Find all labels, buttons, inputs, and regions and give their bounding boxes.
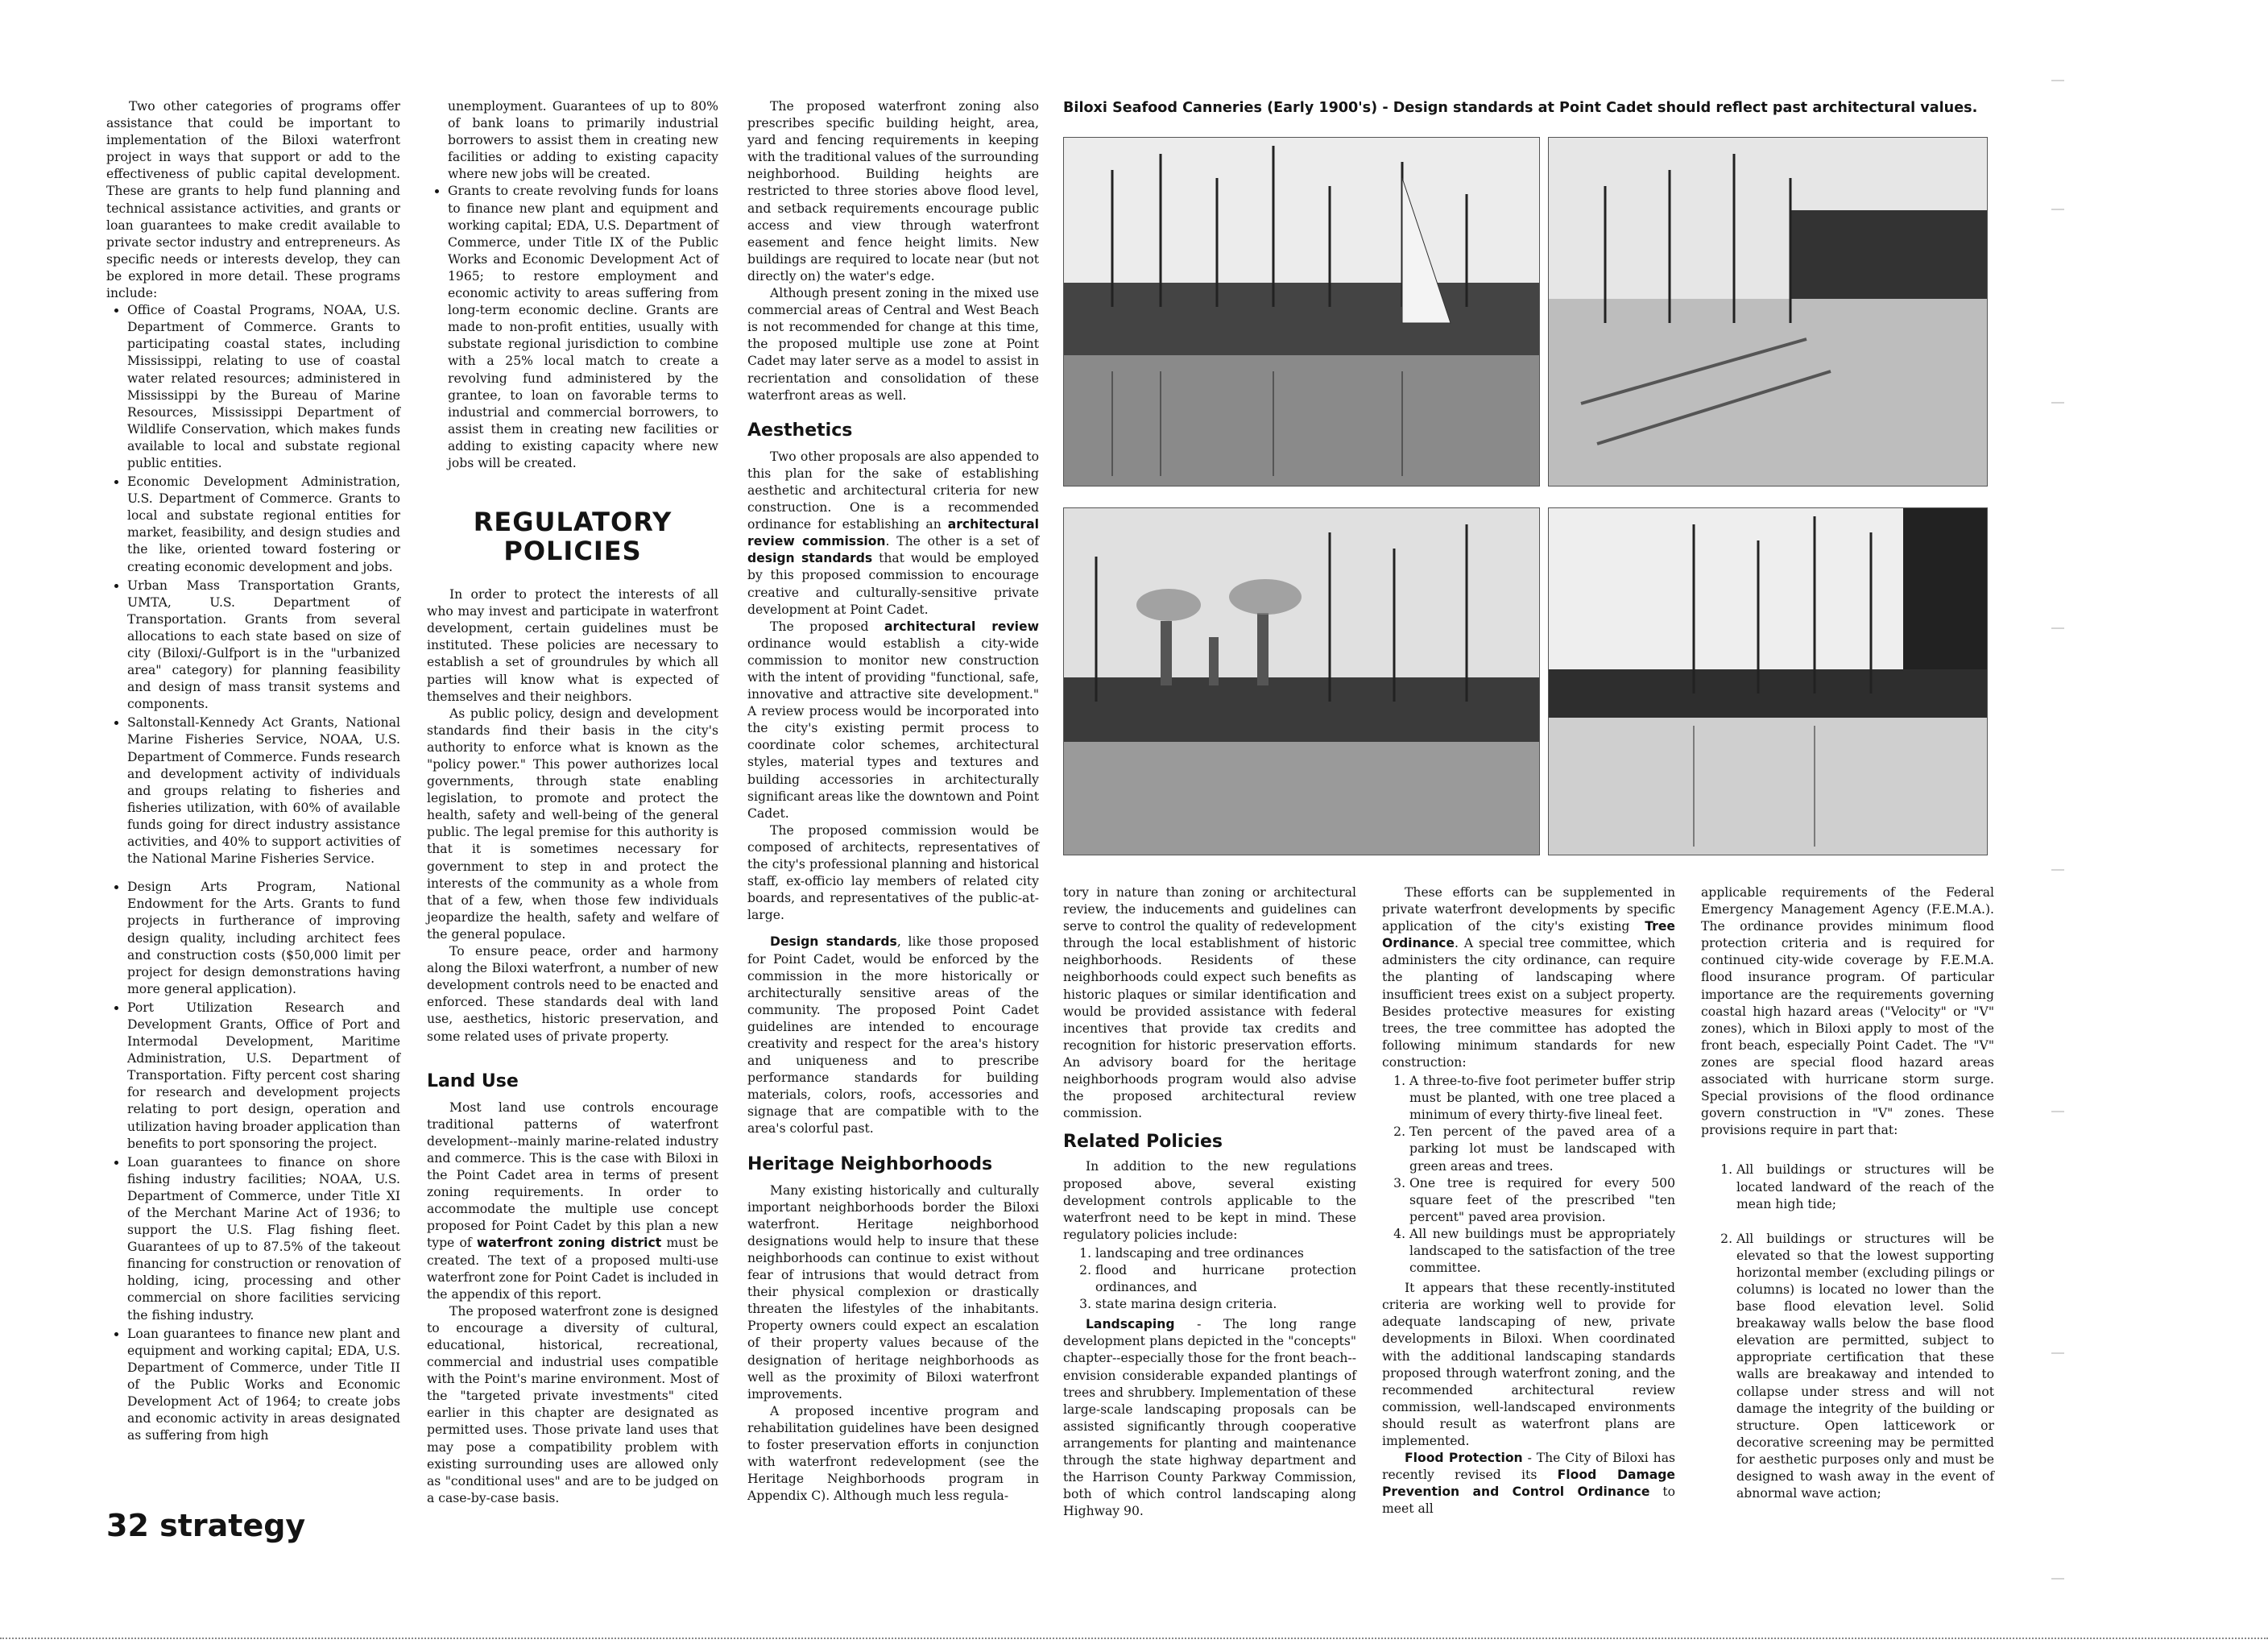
list-item: • Economic Development Administration, U.S. Department of Commerce. Grants to local and substate regional entities for market, feasibility, and design studies and the like, oriented toward fostering or creating economic development and jobs. [127, 474, 400, 576]
list-item: • Urban Mass Transportation Grants, UMTA, U.S. Department of Transportation. Grants from several allocations to each state based on size of city (Biloxi/-Gulfport is in the "urbanized area" category) for planning feasibility and design of mass transit systems and components. [127, 578, 400, 714]
paragraph: To ensure peace, order and harmony along the Biloxi waterfront, a number of new development controls need to be enacted and enforced. These standards deal with land use, aesthetics, historic preservation, and some related uses of private property. [427, 944, 718, 1044]
text-run: The proposed [770, 619, 869, 634]
text-run: . A special tree committee, which administers the city ordinance, can require the planting of landscaping where insufficient trees exist on a subject property. Besides protective measures for existing trees, the tree committee has adopted the following minimum standards for new construction: [1382, 936, 1675, 1070]
paragraph: It appears that these recently-instituted criteria are working well to provide for adequate landscaping of new, private developments in Biloxi. When coordinated with the additional landscaping standards proposed through waterfront zoning, and the recommended architectural review commission, well-landscaped environments should result as waterfront plans are implemented. [1382, 1281, 1675, 1448]
paragraph [1063, 1316, 1356, 1520]
list-item: • Loan guarantees to finance on shore fishing industry facilities; NOAA, U.S. Department of Commerce, under Title XI of the Merchant Marine Act of 1936; to support the U.S. Flag fishing fleet. Guarantees of up to 87.5% of the takeout financing for construction or renovation of holding, icing, processing and other commercial on shore facilities servicing the fishing industry. [127, 1154, 400, 1324]
list-item: • Office of Coastal Programs, NOAA, U.S. Department of Commerce. Grants to participating coastal states, including Mississippi, relating to use of coastal water related resources; administered in Mississippi by the Bureau of Marine Resources, Mississippi Department of Wildlife Conservation, which makes funds available to local and substate regional public entities. [127, 302, 400, 472]
text-run: - The long range development plans depicted in the "concepts" chapter--especially those for the front beach--envision considerable expanded plantings of trees and shrubbery. Implementation of these large-scale landscaping proposals can be assisted significantly through cooperative arrangements for planting and maintenance through the state highway department and the Harrison County Parkway Commission, both of which control landscaping along Highway 90. [1063, 1317, 1356, 1519]
grant-list [427, 183, 718, 472]
land-use-heading: Land Use [427, 1070, 519, 1091]
paragraph: A proposed incentive program and rehabilitation guidelines have been designed to foster preservation efforts in conjunction with waterfront redevelopment (see the Heritage Neighborhoods program in Appendix C). Although much less regula- [747, 1403, 1039, 1504]
list-item: 2. All buildings or structures will be elevated so that the lowest supporting horizontal member (excluding pilings or columns) is located no lower than the base flood elevation level. Solid breakaway walls below the base flood elevation are permitted, subject to appropriate certification that these walls are breakaway and intended to collapse under stress and will not damage the integrity of the building or structure. Open latticework or decorative screening may be permitted for aesthetic purposes only and must be designed to wash away in the event of abnormal wave action; [1736, 1231, 1994, 1503]
bold-term: Tree Ordinance [1382, 919, 1675, 951]
text-run: These efforts can be supplemented in private waterfront developments by specific application of the city's existing [1382, 885, 1675, 934]
column-1 [106, 98, 400, 1446]
text-run: to meet all [1382, 1484, 1675, 1517]
cannery-photo-image [1064, 138, 1539, 486]
continued-paragraph: tory in nature than zoning or architectural review, the inducements and guidelines can serve to control the quality of redevelopment through the local establishment of historic neighborhoods. Residents of these neighborhoods could expect such benefits as historic plaques or similar identification and would be provided assistance with federal incentives that provide tax credits and recognition for historic preservation efforts. An advisory board for the heritage neighborhoods program would also advise the proposed architectural review commission. [1063, 885, 1356, 1121]
bold-term: Landscaping [1086, 1317, 1175, 1332]
paragraph: In order to protect the interests of all who may invest and participate in waterfront development, certain guidelines must be instituted. These policies are necessary to establish a set of groundrules by which all parties will know what is expected of themselves and their neighbors. [427, 587, 718, 704]
paragraph [427, 1099, 718, 1303]
aesthetics-heading: Aesthetics [747, 420, 853, 441]
heritage-neighborhoods-heading: Heritage Neighborhoods [747, 1153, 993, 1174]
list-item: 1. A three-to-five foot perimeter buffer strip must be planted, with one tree placed a minimum of every thirty-five lineal feet. [1409, 1073, 1675, 1124]
list-item: • Port Utilization Research and Development Grants, Office of Port and Intermodal Development, Maritime Administration, U.S. Department of Transportation. Fifty percent cost sharing for research and development projects relating to port design, operation and utilization having broader application than benefits to port sponsoring the project. [127, 1000, 400, 1153]
text-run: must be created. The text of a proposed multi-use waterfront zone for Point Cadet is included in the appendix of this report. [427, 1236, 718, 1302]
bold-term: architectural review commission [747, 517, 1039, 549]
list-item: 4. All new buildings must be appropriately landscaped to the satisfaction of the tree committee. [1409, 1226, 1675, 1277]
related-policies-heading: Related Policies [1063, 1132, 1223, 1153]
heading-line-1: REGULATORY [473, 507, 673, 538]
bold-term: design standards [747, 551, 873, 566]
flood-provisions-list [1701, 1161, 1994, 1502]
text-run: that would be employed by this proposed commission to encourage creative and culturally-sensitive private development at Point Cadet. [747, 551, 1039, 617]
section-name: strategy [159, 1508, 306, 1543]
paragraph: As public policy, design and development standards find their basis in the city's authority to enforce what is known as the "policy power." This power authorizes local governments, through state enabling legislation, to promote and protect the health, safety and well-being of the general public. The legal premise for this authority is that it is sometimes necessary for government to step in and protect the interests of the community as a whole from that of a few, when those few individuals jeopardize the health, safety and welfare of the general populace. [427, 706, 718, 942]
paragraph: The proposed waterfront zoning also prescribes specific building height, area, yard and fencing requirements in keeping with the traditional values of the surrounding neighborhood. Building heights are restricted to three stories above flood level, and setback requirements encourage public access and view through waterfront easement and fence height limits. New buildings are required to locate near (but not directly on) the water's edge. [747, 99, 1039, 284]
intro-paragraph: Two other categories of programs offer assistance that could be important to implementation of the Biloxi waterfront project in ways that support or add to the effectiveness of public capital development. These are grants to help fund planning and technical assistance activities, and grants or loan guarantees to make credit available to private sector industry and entrepreneurs. As specific needs or interests develop, they can be explored in more detail. These programs include: [106, 99, 400, 301]
text-run: , like those proposed for Point Cadet, would be enforced by the commission in the more historically or architecturally sensitive areas of the community. The proposed Point Cadet guidelines are intended to encourage creativity and respect for the area's history and uniqueness and to prescribe performance standards for building materials, colors, roofs, accessories and signage that are compatible with to the area's colorful past. [747, 934, 1039, 1137]
list-item: 1. All buildings or structures will be located landward of the reach of the mean high tide; [1736, 1161, 1994, 1212]
paragraph: Many existing historically and culturally important neighborhoods border the Biloxi waterfront. Heritage neighborhood designations would help to insure that these neighborhoods can continue to exist without fear of intrusions that would detract from their physical complexion or drastically threaten the lifestyles of the inhabitants. Property owners could expect an escalation of their property values because of the designation of heritage neighborhoods as well as the proximity of Biloxi waterfront improvements. [747, 1182, 1039, 1402]
column-2 [427, 98, 718, 1507]
margin-ticks [2050, 64, 2066, 1595]
regulatory-policies-heading [427, 507, 718, 565]
paragraph: The proposed waterfront zone is designed to encourage a diversity of cultural, educational, historical, recreational, commercial and industrial uses compatible with the Point's marine environment. Most of the "targeted private investments" cited earlier in this chapter are designated as permitted uses. Those private land uses that may pose a compatibility problem with existing surrounding uses are allowed only as "conditional uses" and are to be judged on a case-by-case basis. [427, 1303, 718, 1505]
list-item: • Grants to create revolving funds for loans to finance new plant and equipment and working capital; EDA, U.S. Department of Commerce, under Title IX of the Public Works and Economic Development Act of 1965; to restore employment and economic activity to areas suffering from long-term economic decline. Grants are made to non-profit entities, usually with substate regional jurisdiction to combine with a 25% local match to create a revolving fund administered by the grantee, to loan on favorable terms to industrial and commercial borrowers, to assist them in creating new facilities or adding to existing capacity where new jobs will be created. [448, 183, 718, 472]
photo-caption: Biloxi Seafood Canneries (Early 1900's) - Design standards at Point Cadet should reflect past architectural values. [1063, 100, 1978, 116]
list-item: 3. state marina design criteria. [1095, 1296, 1356, 1313]
text-run: Two other proposals are also appended to this plan for the sake of establishing aesthetic and architectural criteria for new construction. One is a recommended ordinance for establishing an [747, 449, 1039, 532]
bold-term: Design standards [770, 934, 897, 950]
cannery-photo-image [1549, 138, 1987, 486]
regulatory-policy-list [1063, 1245, 1356, 1313]
bold-term: Flood Protection [1405, 1451, 1523, 1466]
bold-term: waterfront zoning district [476, 1236, 662, 1251]
text-run: . The other is a set of [885, 534, 1039, 549]
tree-standards-list [1382, 1073, 1675, 1277]
page-number: 32 [106, 1508, 149, 1543]
paragraph: Although present zoning in the mixed use commercial areas of Central and West Beach is not recommended for change at this time, the proposed multiple use zone at Point Cadet may later serve as a model to assist in recrientation and consolidation of these waterfront areas as well. [747, 286, 1039, 403]
program-list [106, 302, 400, 1444]
text-run: Most land use controls encourage traditional patterns of waterfront development--mainly marine-related industry and commerce. This is the case with Biloxi in the Point Cadet area in terms of present zoning requirements. In order to accommodate the multiple use concept proposed for Point Cadet by this plan a new type of [427, 1099, 718, 1251]
text-run: ordinance would establish a city-wide commission to monitor new construction with the intent of providing "functional, safe, innovative and attractive site development." A review process would be incorporated into the city's existing permit process to coordinate color schemes, architectural styles, material types and textures and building accessories in architecturally significant areas like the downtown and Point Cadet. [747, 636, 1039, 821]
paragraph: The proposed commission would be composed of architects, representatives of the city's professional planning and historical staff, ex-officio lay members of related city boards, and representatives of the public-at-large. [747, 822, 1039, 923]
list-item: • Saltonstall-Kennedy Act Grants, National Marine Fisheries Service, NOAA, U.S. Department of Commerce. Funds research and development activity of individuals and groups relating to fisheries and fisheries utilization, with 60% of available funds going for direct industry assistance activities, and 40% to support activities of the National Marine Fisheries Service. [127, 714, 400, 867]
cannery-photo-image [1549, 508, 1987, 855]
cannery-photo-top-right [1548, 137, 1988, 487]
bold-term: Flood Damage Prevention and Control Ordinance [1382, 1468, 1675, 1500]
bold-term: architectural review [884, 619, 1039, 634]
column-3 [747, 98, 1039, 1505]
cannery-photo-bottom-left [1063, 507, 1540, 855]
paragraph [1382, 884, 1675, 1071]
paragraph [1382, 1450, 1675, 1518]
list-item: 3. One tree is required for every 500 square feet of the prescribed "ten percent" paved area provision. [1409, 1175, 1675, 1226]
column-5 [1382, 884, 1675, 1518]
column-6 [1701, 884, 1994, 1505]
paragraph [747, 934, 1039, 1137]
list-item: • Loan guarantees to finance new plant and equipment and working capital; EDA, U.S. Department of Commerce, under Title II of the Public Works and Economic Development Act of 1964; to create jobs and economic activity in areas designated as suffering from high [127, 1326, 400, 1445]
heading-line-2: POLICIES [503, 536, 642, 567]
continued-paragraph: applicable requirements of the Federal Emergency Management Agency (F.E.M.A.). The ordinance provides minimum flood protection criteria and is required for continued city-wide coverage by F.E.M.A. flood insurance program. Of particular importance are the requirements governing coastal high hazard areas ("Velocity" or "V" zones), which in Biloxi apply to most of the front beach, especially Point Cadet. The "V" zones are special flood hazard areas associated with hurricane storm surge. Special provisions of the flood ordinance govern construction in "V" zones. These provisions require in part that: [1701, 885, 1994, 1138]
cannery-photo-bottom-right [1548, 507, 1988, 855]
column-4 [1063, 884, 1356, 1520]
cannery-photo-image [1064, 508, 1539, 855]
paragraph [747, 449, 1039, 619]
list-item: 1. landscaping and tree ordinances [1095, 1245, 1356, 1262]
list-item: 2. flood and hurricane protection ordinances, and [1095, 1262, 1356, 1296]
continued-paragraph: unemployment. Guarantees of up to 80% of bank loans to primarily industrial borrowers to assist them in creating new facilities or adding to existing capacity where new jobs will be created. [448, 99, 718, 182]
text-run: - The City of Biloxi has recently revised its [1382, 1451, 1675, 1483]
page-footer [106, 1508, 305, 1543]
list-item: 2. Ten percent of the paved area of a parking lot must be landscaped with green areas and trees. [1409, 1124, 1675, 1174]
cannery-photo-top-left [1063, 137, 1540, 487]
paragraph [747, 619, 1039, 822]
list-item: • Design Arts Program, National Endowment for the Arts. Grants to fund projects in furtherance of improving design quality, including architect fees and construction costs ($50,000 limit per project for design demonstrations having more general application). [127, 879, 400, 998]
scan-edge-divider [0, 1638, 2268, 1639]
paragraph: In addition to the new regulations proposed above, several existing development controls applicable to the waterfront need to be kept in mind. These regulatory policies include: [1063, 1159, 1356, 1242]
